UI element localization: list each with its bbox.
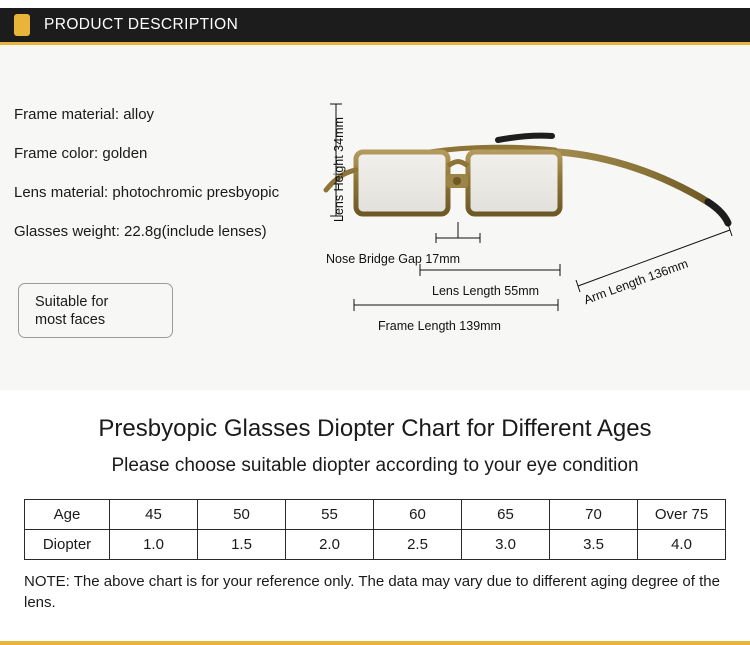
- age-cell-1: 45: [110, 500, 198, 530]
- header-title: PRODUCT DESCRIPTION: [44, 16, 239, 33]
- dimension-label-frame-length: Frame Length 139mm: [378, 319, 501, 333]
- dimension-label-nose-bridge-gap: Nose Bridge Gap 17mm: [326, 252, 461, 266]
- diopter-cell-7: 4.0: [638, 530, 726, 560]
- diopter-cell-4: 2.5: [374, 530, 462, 560]
- age-cell-2: 50: [198, 500, 286, 530]
- diopter-cell-1: 1.0: [110, 530, 198, 560]
- bottom-accent-rule: [0, 641, 750, 645]
- row-header-age: Age: [25, 500, 110, 530]
- spec-glasses-weight: Glasses weight: 22.8g(include lenses): [14, 223, 267, 240]
- diopter-cell-2: 1.5: [198, 530, 286, 560]
- dimension-label-arm-length: Arm Length 136mm: [582, 256, 690, 308]
- chart-subtitle: Please choose suitable diopter according to your eye condition: [111, 455, 639, 476]
- age-cell-3: 55: [286, 500, 374, 530]
- diopter-table: [24, 499, 726, 560]
- row-header-diopter: Diopter: [25, 530, 110, 560]
- spec-lens-material: Lens material: photochromic presbyopic: [14, 184, 280, 201]
- age-cell-5: 65: [462, 500, 550, 530]
- badge-line-2: most faces: [35, 311, 106, 328]
- table-row-diopter: [25, 530, 726, 560]
- dimension-label-lens-height: Lens Height 34mm: [332, 117, 346, 222]
- section-header-bar: [0, 8, 750, 42]
- badge-line-1: Suitable for: [35, 293, 109, 310]
- diopter-chart-section: [0, 390, 750, 645]
- glasses-dimension-diagram: [310, 90, 750, 435]
- dimension-label-lens-length: Lens Length 55mm: [432, 284, 540, 298]
- spec-frame-material: Frame material: alloy: [14, 106, 155, 123]
- specification-panel: [0, 45, 750, 390]
- diopter-cell-5: 3.0: [462, 530, 550, 560]
- table-row-age: [25, 500, 726, 530]
- spec-list: [14, 106, 344, 262]
- chart-title: Presbyopic Glasses Diopter Chart for Different Ages: [98, 415, 652, 442]
- header-accent-marker: [14, 14, 30, 36]
- age-cell-7: Over 75: [638, 500, 726, 530]
- diopter-cell-6: 3.5: [550, 530, 638, 560]
- age-cell-4: 60: [374, 500, 462, 530]
- age-cell-6: 70: [550, 500, 638, 530]
- spec-frame-color: Frame color: golden: [14, 145, 148, 162]
- chart-note: NOTE: The above chart is for your reference only. The data may vary due to different aging degree of the lens.: [24, 573, 720, 611]
- suitable-faces-badge: [18, 283, 173, 338]
- diopter-cell-3: 2.0: [286, 530, 374, 560]
